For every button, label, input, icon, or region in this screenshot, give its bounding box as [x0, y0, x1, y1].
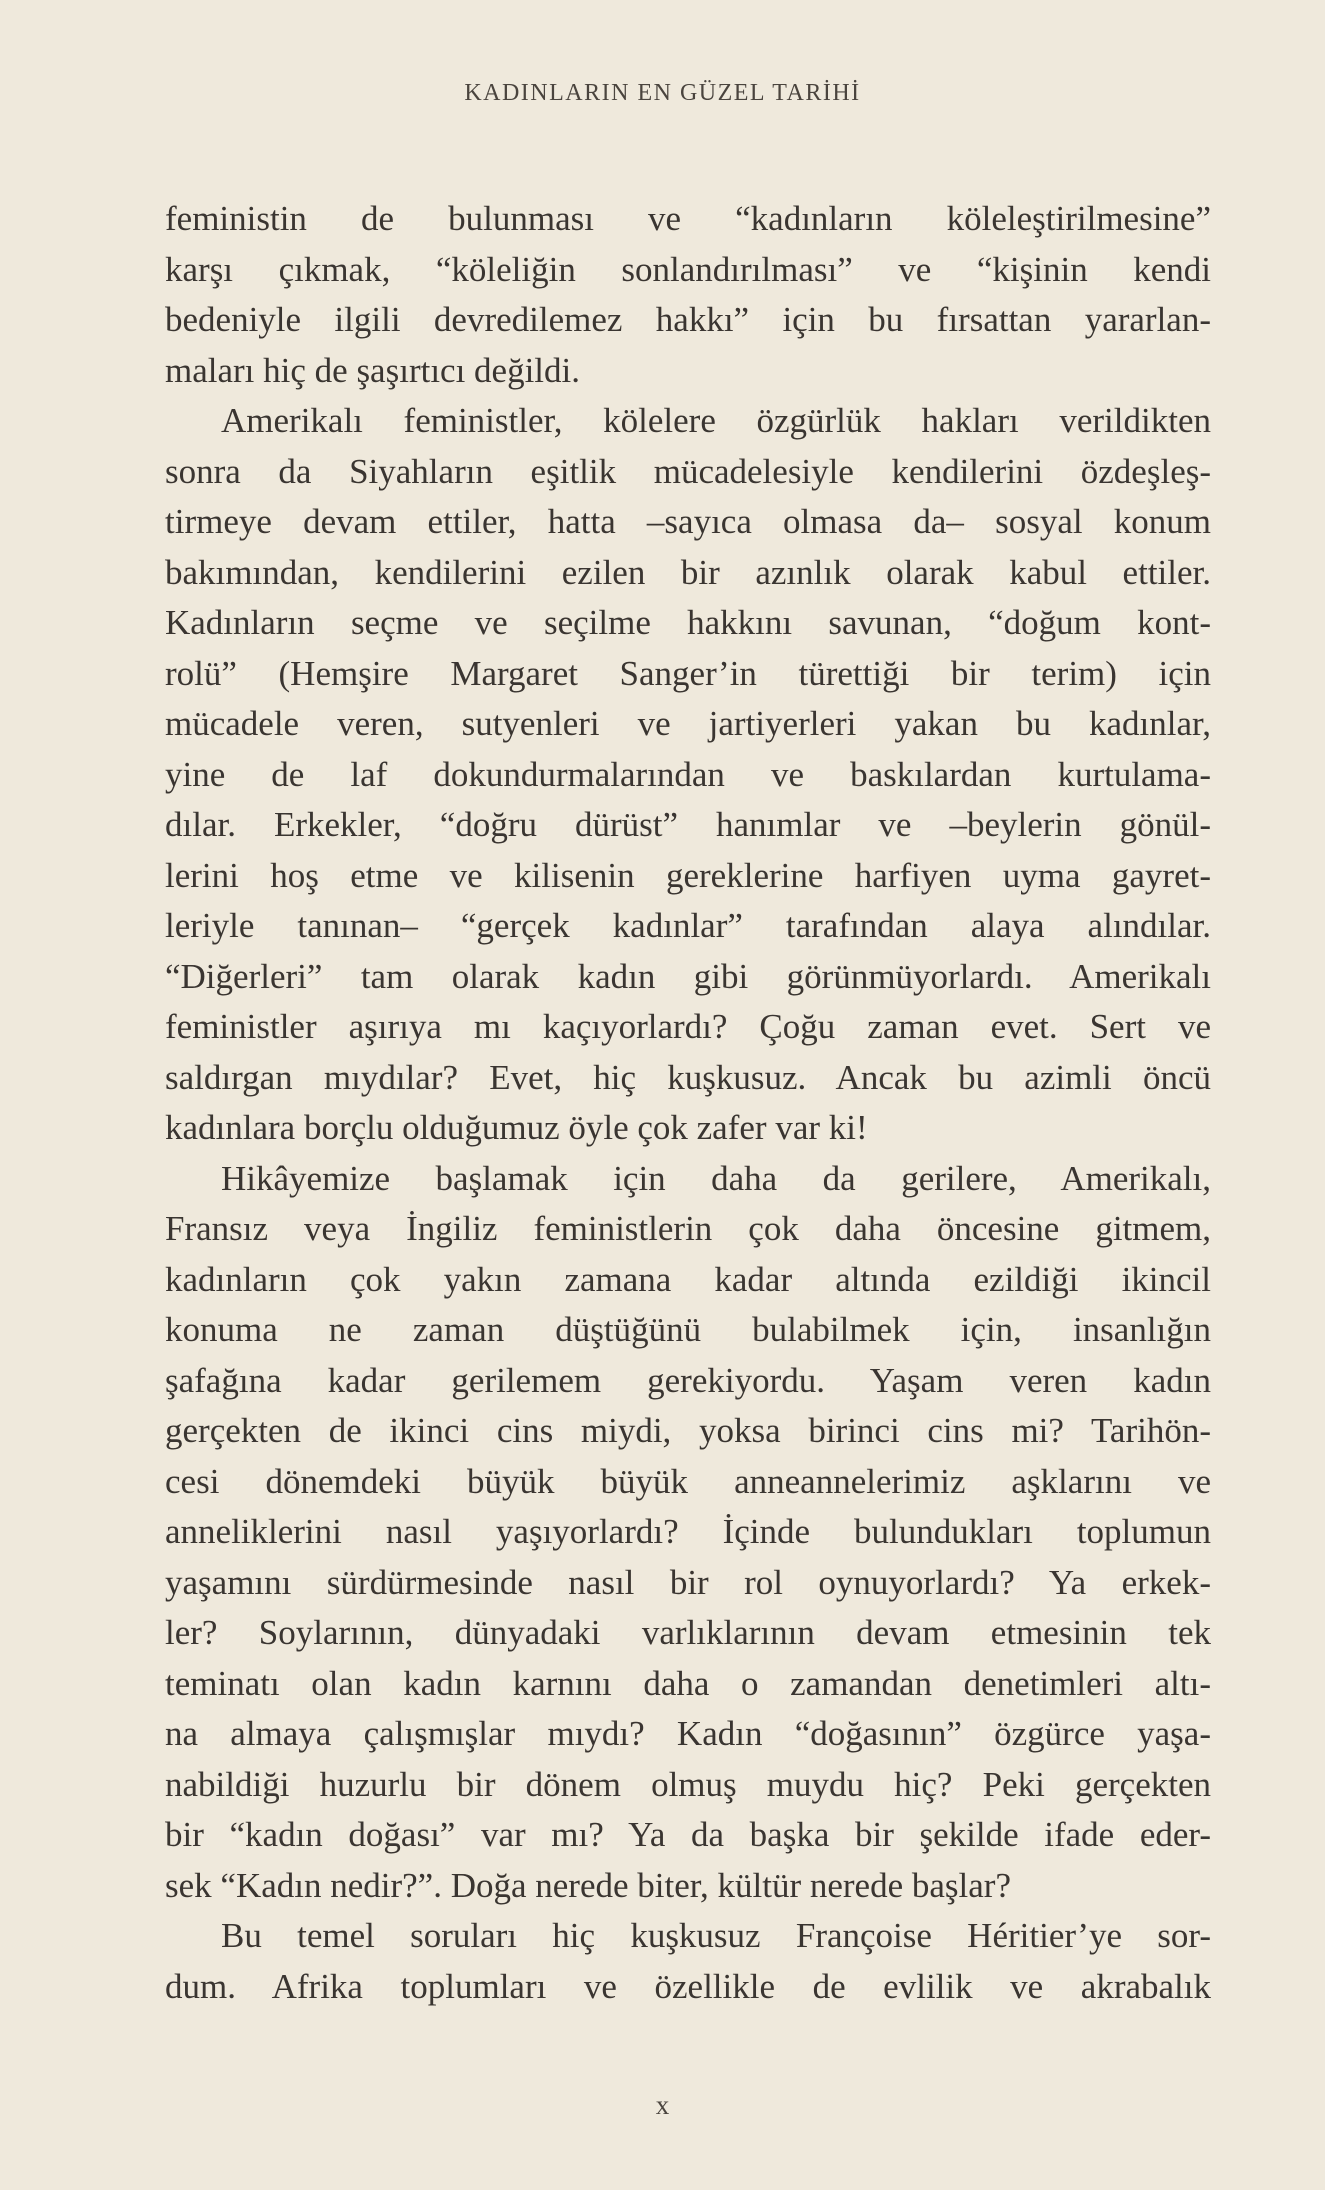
text-line: “Diğerleri” tam olarak kadın gibi görünmüyorlardı. Amerikalı [165, 956, 1211, 996]
text-line: Fransız veya İngiliz feministlerin çok daha öncesine gitmem, [165, 1209, 1211, 1248]
text-line: rolü” (Hemşire Margaret Sanger’in türettiği bir terim) için [165, 653, 1211, 693]
text-line: tirmeye devam ettiler, hatta –sayıca olmasa da– sosyal konum [165, 502, 1211, 541]
text-line: kadınların çok yakın zamana kadar altında ezildiği ikincil [165, 1259, 1211, 1299]
text-line: kadınlara borçlu olduğumuz öyle çok zafer var ki! [165, 1108, 868, 1147]
text-line: feministler aşırıya mı kaçıyorlardı? Çoğu zaman evet. Sert ve [165, 1007, 1211, 1046]
text-line: na almaya çalışmışlar mıydı? Kadın “doğasının” özgürce yaşa- [165, 1714, 1211, 1753]
text-line: dum. Afrika toplumları ve özellikle de evlilik ve akrabalık [165, 1966, 1211, 2006]
text-line: sek “Kadın nedir?”. Doğa nerede biter, kültür nerede başlar? [165, 1865, 1011, 1905]
text-line: Bu temel soruları hiç kuşkusuz Françoise Héritier’ye sor- [221, 1916, 1211, 1955]
text-line: bedeniyle ilgili devredilemez hakkı” için bu fırsattan yararlan- [165, 300, 1211, 339]
text-line: yaşamını sürdürmesinde nasıl bir rol oynuyorlardı? Ya erkek- [165, 1562, 1211, 1602]
text-line: leriyle tanınan– “gerçek kadınlar” tarafından alaya alındılar. [165, 906, 1211, 945]
text-line: ler? Soylarının, dünyadaki varlıklarının devam etmesinin tek [165, 1613, 1211, 1652]
text-line: karşı çıkmak, “köleliğin sonlandırılması” ve “kişinin kendi [165, 249, 1211, 289]
text-line: yine de laf dokundurmalarından ve baskılardan kurtulama- [165, 754, 1211, 794]
text-line: saldırgan mıydılar? Evet, hiç kuşkusuz. Ancak bu azimli öncü [165, 1057, 1211, 1097]
text-line: dılar. Erkekler, “doğru dürüst” hanımlar ve –beylerin gönül- [165, 805, 1211, 844]
text-line: mücadele veren, sutyenleri ve jartiyerleri yakan bu kadınlar, [165, 704, 1211, 743]
text-line: teminatı olan kadın karnını daha o zamandan denetimleri altı- [165, 1663, 1211, 1703]
text-line: konuma ne zaman düştüğünü bulabilmek için, insanlığın [165, 1310, 1211, 1349]
text-line: lerini hoş etme ve kilisenin gereklerine harfiyen uyma gayret- [165, 855, 1211, 895]
text-line: maları hiç de şaşırtıcı değildi. [165, 350, 581, 390]
text-line: Kadınların seçme ve seçilme hakkını savunan, “doğum kont- [165, 603, 1211, 642]
text-line: bir “kadın doğası” var mı? Ya da başka bir şekilde ifade eder- [165, 1815, 1211, 1854]
text-line: cesi dönemdeki büyük büyük anneannelerimiz aşklarını ve [165, 1461, 1211, 1501]
body-text [165, 194, 1211, 2012]
text-line: gerçekten de ikinci cins miydi, yoksa birinci cins mi? Tarihön- [165, 1411, 1211, 1450]
text-line: bakımından, kendilerini ezilen bir azınlık olarak kabul ettiler. [165, 552, 1211, 592]
text-line: Amerikalı feministler, kölelere özgürlük hakları verildikten [221, 401, 1211, 440]
text-line: nabildiği huzurlu bir dönem olmuş muydu hiç? Peki gerçekten [165, 1764, 1211, 1804]
page-number: x [655, 2090, 670, 2120]
text-line: Hikâyemize başlamak için daha da gerilere, Amerikalı, [221, 1158, 1211, 1198]
text-line: şafağına kadar gerilemem gerekiyordu. Yaşam veren kadın [165, 1360, 1211, 1400]
text-line: feministin de bulunması ve “kadınların köleleştirilmesine” [165, 199, 1211, 238]
text-line: sonra da Siyahların eşitlik mücadelesiyle kendilerini özdeşleş- [165, 451, 1211, 491]
text-line: anneliklerini nasıl yaşıyorlardı? İçinde bulundukları toplumun [165, 1512, 1211, 1551]
running-header: KADINLARIN EN GÜZEL TARİHİ [464, 80, 861, 106]
